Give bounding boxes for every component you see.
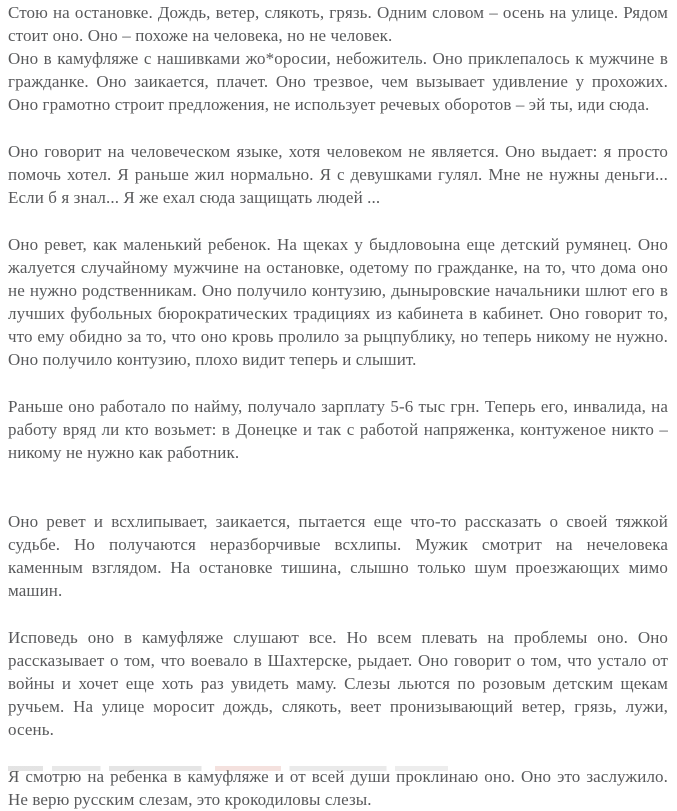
clipped-text-line: [8, 766, 448, 771]
paragraph: Оно ревет и всхлипывает, заикается, пытается еще что-то рассказать о своей тяжкой судьбе. Но получаются неразборчивые всхлипы. Мужик смотрит на нечеловека каменным взглядом. На остановке тишина, слышно только шум проезжающих мимо машин.: [8, 512, 668, 600]
paragraph: Оно в камуфляже с нашивками жо*оросии, небожитель. Оно приклепалось к мужчине в гражданке. Оно заикается, плачет. Оно трезвое, чем вызывает удивление у прохожих. Оно грамотно строит предложения, не использует речевых оборотов – эй ты, иди сюда.: [8, 49, 668, 114]
paragraph: Оно говорит на человеческом языке, хотя человеком не является. Оно выдает: я просто помочь хотел. Я раньше жил нормально. Я с девушками гулял. Мне не нужны деньги... Если б я знал... Я же ехал сюда защищать людей ...: [8, 142, 668, 207]
paragraph: Раньше оно работало по найму, получало зарплату 5-6 тыс грн. Теперь его, инвалида, на работу вряд ли кто возьмет: в Донецке и так с работой напряженка, контуженое никто – никому не нужно как работник.: [8, 397, 668, 462]
paragraph: Я смотрю на ребенка в камуфляже и от всей души проклинаю оно. Оно это заслужило. Не верю русским слезам, это крокодиловы слезы.: [8, 767, 668, 809]
paragraph: Стою на остановке. Дождь, ветер, слякоть, грязь. Одним словом – осень на улице. Рядом стоит оно. Оно – похоже на человека, но не человек.: [8, 3, 668, 45]
paragraph: Исповедь оно в камуфляже слушают все. Но всем плевать на проблемы оно. Оно рассказывает о том, что воевало в Шахтерске, рыдает. Оно говорит о том, что устало от войны и хочет еще хоть раз увидеть маму. Слезы льются по розовым детским щекам ручьем. На улице моросит дождь, слякоть, веет пронизывающий ветер, грязь, лужи, осень.: [8, 628, 668, 739]
paragraph: Оно ревет, как маленький ребенок. На щеках у быдловоына еще детский румянец. Оно жалуется случайному мужчине на остановке, одетому по гражданке, на то, что дома оно не нужно родственникам. Оно получило контузию, дыныровские начальники шлют его в лучших фубольных бюрократических традициях из кабинета в кабинет. Оно говорит то, что ему обидно за то, что оно кровь пролило за рыцпублику, но теперь никому не нужно. Оно получило контузию, плохо видит теперь и слышит.: [8, 235, 668, 369]
